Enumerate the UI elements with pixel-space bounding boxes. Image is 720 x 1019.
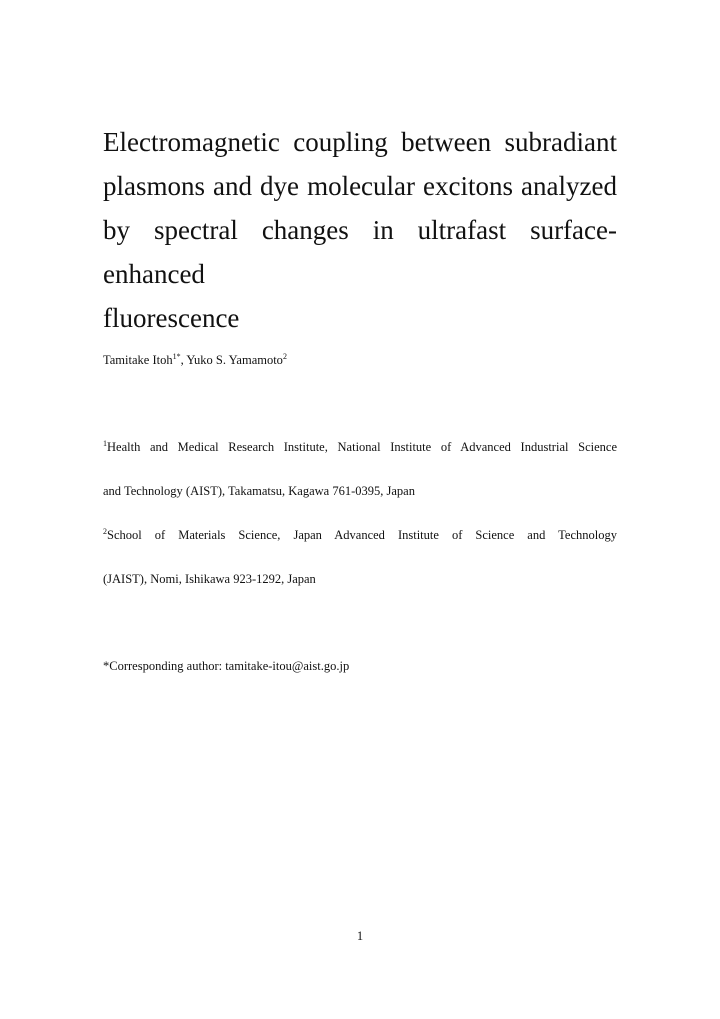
affiliation-line [103, 437, 617, 481]
author-name: Tamitake Itoh [103, 353, 173, 367]
affiliation-text: Health and Medical Research Institute, National Institute of Advanced Industrial Science [107, 440, 617, 454]
affiliation-marker: 1 [103, 438, 107, 448]
author-affiliation-marker: 1* [172, 351, 181, 361]
author-affiliation-marker: 2 [282, 351, 287, 361]
title-line: plasmons and dye molecular excitons analyzed [103, 171, 617, 201]
affiliation-line [103, 525, 617, 569]
affiliation-line: and Technology (AIST), Takamatsu, Kagawa 761-0395, Japan [103, 484, 415, 498]
author-separator: , [180, 353, 187, 367]
paper-title [103, 120, 617, 340]
author-name: Yuko S. Yamamoto [186, 353, 283, 367]
title-line: Electromagnetic coupling between subradiant [103, 127, 617, 157]
title-line: fluorescence [103, 303, 240, 333]
page-number: 1 [356, 929, 364, 943]
affiliation-list [103, 437, 617, 613]
affiliation-text: School of Materials Science, Japan Advanced Institute of Science and Technology [107, 528, 617, 542]
title-line: by spectral changes in ultrafast surface-enhanced [103, 215, 617, 289]
author-list [103, 351, 617, 369]
affiliation-line: (JAIST), Nomi, Ishikawa 923-1292, Japan [103, 572, 316, 586]
affiliation-marker: 2 [103, 526, 107, 536]
corresponding-author: *Corresponding author: tamitake-itou@aist.go.jp [103, 659, 350, 673]
